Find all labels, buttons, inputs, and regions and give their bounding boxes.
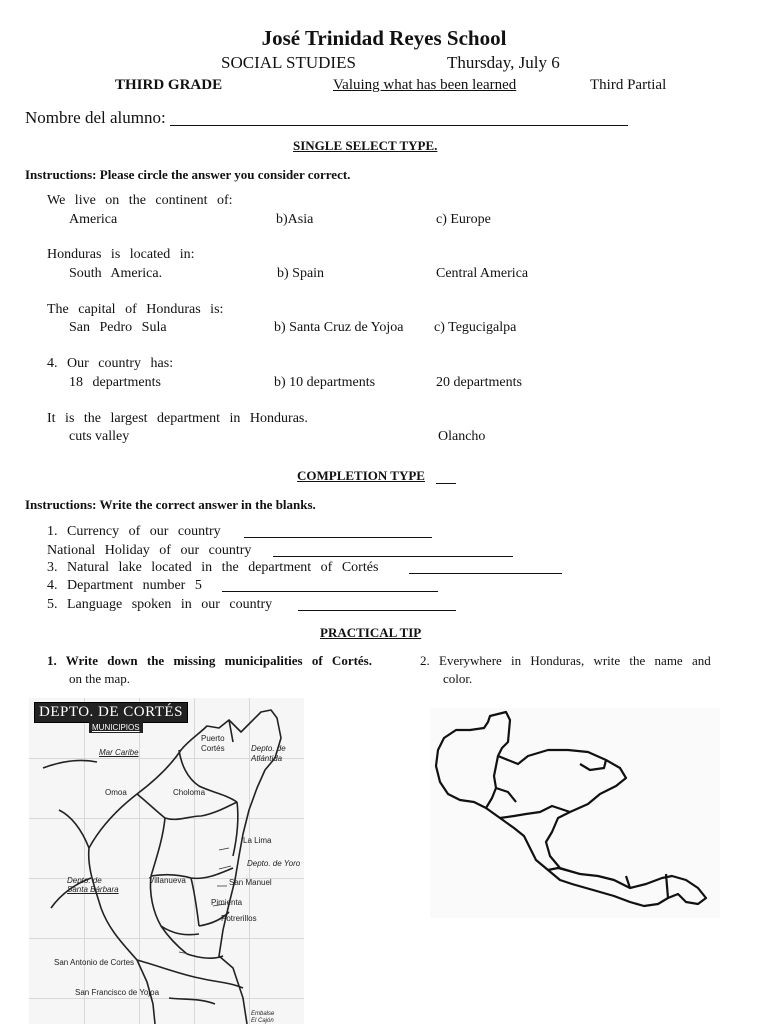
option-a[interactable]: South America. — [69, 266, 163, 281]
section2-title-underline — [436, 483, 456, 484]
label-cortes: Cortés — [201, 744, 225, 753]
label-embalse: Embalse — [251, 1011, 275, 1017]
label-yoro: Depto. de Yoro — [247, 859, 301, 868]
label-choloma: Choloma — [173, 788, 206, 797]
date: Thursday, July 6 — [447, 53, 560, 72]
map-subtitle: MUNICIPIOS — [89, 722, 143, 733]
option-b[interactable]: b) 10 departments — [274, 375, 376, 390]
option-c[interactable]: Central America — [436, 266, 529, 281]
label-san-francisco: San Francisco de Yojoa — [75, 988, 160, 997]
question-text: 4. Our country has: — [47, 356, 174, 371]
cortes-map — [29, 698, 304, 1024]
central-america-map — [430, 708, 720, 918]
section2-title: COMPLETION TYPE — [297, 468, 425, 483]
grade: THIRD GRADE — [115, 77, 223, 93]
question-text: The capital of Honduras is: — [47, 302, 224, 317]
completion-item-4: 4. Department number 5 — [47, 578, 202, 593]
section3-title: PRACTICAL TIP — [320, 625, 422, 640]
label-san-antonio: San Antonio de Cortes — [54, 958, 135, 967]
label-atlantida: Depto. de — [251, 744, 286, 753]
completion-blank-3[interactable] — [409, 573, 562, 574]
completion-blank-4[interactable] — [222, 591, 438, 592]
topic: Valuing what has been learned — [333, 77, 517, 93]
student-name-field[interactable] — [170, 125, 628, 126]
label-el-cajon: El Cajón — [251, 1018, 274, 1024]
map-title: DEPTO. DE CORTÉS — [34, 702, 188, 723]
option-c[interactable]: Olancho — [438, 429, 486, 444]
option-c[interactable]: c) Europe — [436, 212, 491, 227]
option-b[interactable]: b) Spain — [277, 266, 325, 281]
label-omoa: Omoa — [105, 788, 127, 797]
section1-title: SINGLE SELECT TYPE. — [293, 138, 438, 153]
label-la-lima: La Lima — [243, 836, 272, 845]
label-atlantida-2: Atlántida — [251, 754, 283, 763]
school-name: José Trinidad Reyes School — [261, 26, 507, 50]
option-a[interactable]: America — [69, 212, 118, 227]
task1-text-cont: on the map. — [69, 671, 131, 686]
completion-item-1: 1. Currency of our country — [47, 524, 221, 539]
option-b[interactable]: b) Santa Cruz de Yojoa — [274, 320, 404, 335]
question-text: Honduras is located in: — [47, 247, 195, 262]
completion-blank-1[interactable] — [244, 537, 432, 538]
option-a[interactable]: 18 departments — [69, 375, 161, 390]
option-c[interactable]: 20 departments — [436, 375, 522, 390]
label-villanueva: Villanueva — [149, 876, 186, 885]
label-san-manuel: San Manuel — [229, 878, 272, 887]
option-a[interactable]: San Pedro Sula — [69, 320, 167, 335]
completion-blank-2[interactable] — [273, 556, 513, 557]
task2-text-cont: color. — [443, 671, 473, 686]
student-name-label: Nombre del alumno: — [25, 108, 166, 127]
option-b[interactable]: b)Asia — [276, 212, 314, 227]
label-puerto: Puerto — [201, 734, 225, 743]
section1-instructions: Instructions: Please circle the answer you consider correct. — [25, 167, 351, 182]
label-mar-caribe: Mar Caribe — [99, 748, 139, 757]
section2-instructions: Instructions: Write the correct answer in the blanks. — [25, 497, 316, 512]
completion-item-3: 3. Natural lake located in the department of Cortés — [47, 560, 379, 575]
label-pimienta: Pimienta — [211, 898, 243, 907]
label-santa-barbara-2: Santa Bárbara — [67, 885, 119, 894]
option-a[interactable]: cuts valley — [69, 429, 130, 444]
completion-blank-5[interactable] — [298, 610, 456, 611]
label-santa-barbara: Depto. de — [67, 876, 102, 885]
label-potrerillos: Potrerillos — [221, 914, 257, 923]
option-c[interactable]: c) Tegucigalpa — [434, 320, 517, 335]
task1-text: 1. Write down the missing municipalities of Cortés. — [47, 653, 372, 668]
question-text: It is the largest department in Honduras. — [47, 411, 308, 426]
partial: Third Partial — [590, 77, 667, 93]
task2-text: 2. Everywhere in Honduras, write the name and — [420, 653, 711, 668]
subject: SOCIAL STUDIES — [221, 53, 356, 72]
question-text: We live on the continent of: — [47, 193, 233, 208]
completion-item-2: National Holiday of our country — [47, 543, 252, 558]
completion-item-5: 5. Language spoken in our country — [47, 597, 273, 612]
central-america-outline — [430, 708, 720, 918]
